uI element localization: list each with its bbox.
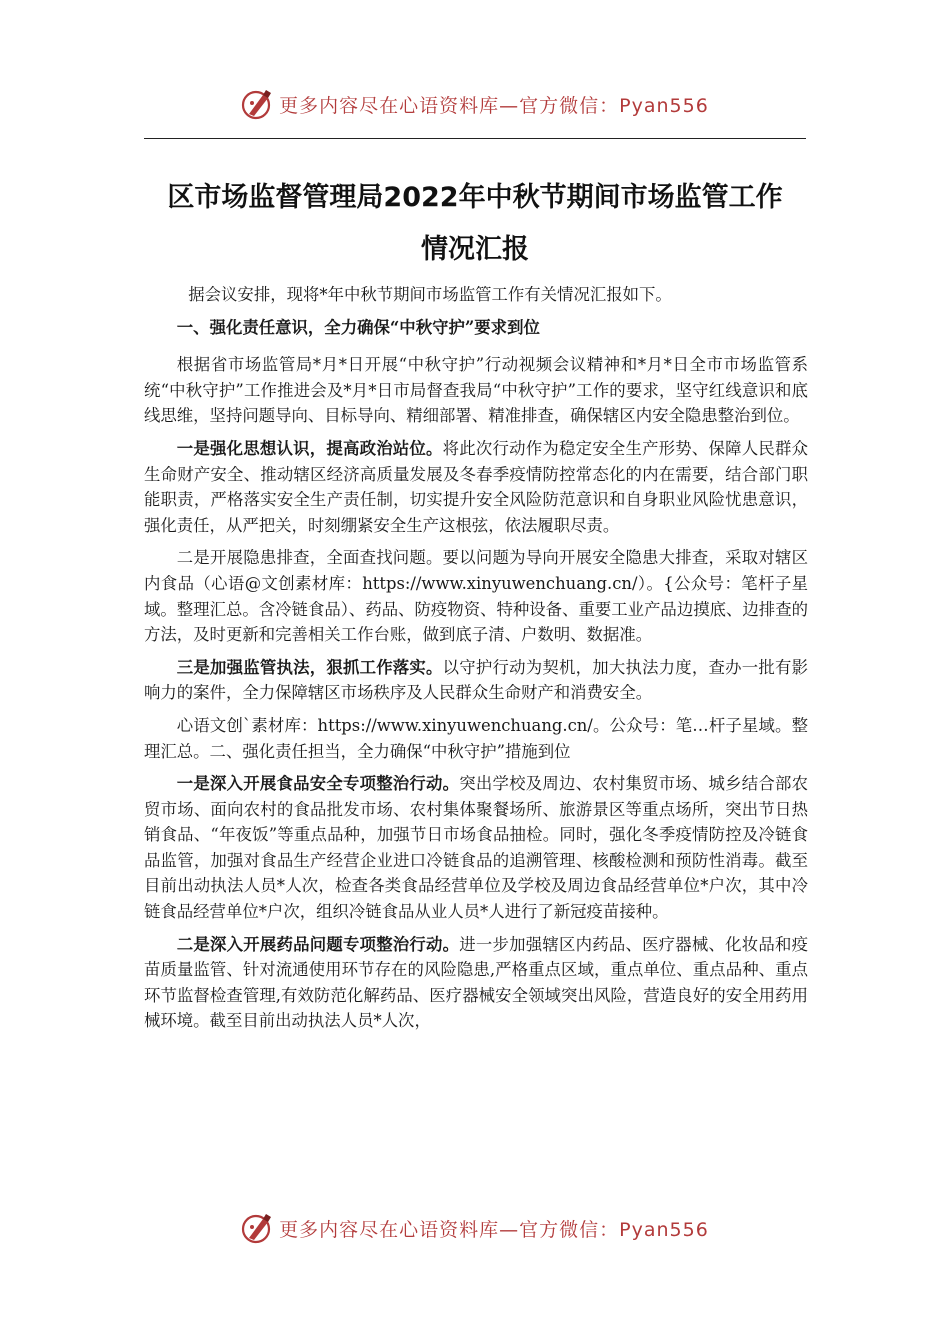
paragraph-hazard-inspection: 二是开展隐患排查，全面查找问题。要以问题为导向开展安全隐患大排查，采取对辖区内食品（心语@文创素材库：https://www.xinyuwenchuang.cn/）。{公众号：笔杆子星域。整理汇总。含冷链食品）、药品、防疫物资、特种设备、重要工业产品边摸底、边排查的方法，及时更新和完善相关工作台账，做到底子清、户数明、数据准。 bbox=[144, 548, 808, 645]
paragraph-strengthen-awareness bbox=[144, 436, 808, 538]
header-divider bbox=[144, 138, 806, 139]
paragraph-lead: 一是深入开展食品安全专项整治行动。 bbox=[176, 774, 460, 794]
pen-logo-icon bbox=[241, 1211, 275, 1245]
intro-paragraph: 据会议安排，现将*年中秋节期间市场监管工作有关情况汇报如下。 bbox=[188, 285, 672, 304]
paragraph-body: 突出学校及周边、农村集贸市场、城乡结合部农贸市场、面向农村的食品批发市场、农村集体聚餐场所、旅游景区等重点场所，突出节日热销食品、“年夜饭”等重点品种，加强节日市场食品抽检。同时，强化冬季疫情防控及冷链食品监管，加强对食品生产经营企业进口冷链食品的追溯管理、核酸检测和预防性消毒。截至目前出动执法人员*人次，检查各类食品经营单位及学校及周边食品经营单位*户次，其中冷链食品经营单位*户次，组织冷链食品从业人员*人进行了新冠疫苗接种。 bbox=[144, 774, 809, 922]
section-heading-1: 一、强化责任意识，全力确保“中秋守护”要求到位 bbox=[176, 317, 540, 337]
paragraph-drug-safety bbox=[144, 932, 808, 1034]
document-body bbox=[144, 282, 808, 1041]
paragraph-food-safety bbox=[144, 771, 808, 925]
paragraph-body: 将此次行动作为稳定安全生产形势、保障人民群众生命财产安全、推动辖区经济高质量发展及冬春季疫情防控常态化的内在需要，结合部门职能职责，严格落实安全生产责任制，切实提升安全风险防范意识和自身职业风险忧患意识，强化责任，从严把关，时刻绷紧安全生产这根弦，依法履职尽责。 bbox=[144, 438, 809, 535]
paragraph-lead: 一是强化思想认识，提高政治站位。 bbox=[176, 438, 443, 458]
pen-logo-icon bbox=[241, 87, 275, 121]
paragraph-body: 以守护行动为契机，加大执法力度，查办一批有影响力的案件，全力保障辖区市场秩序及人民群众生命财产和消费安全。 bbox=[144, 657, 809, 703]
document-title bbox=[120, 172, 830, 276]
section1-paragraph: 根据省市场监管局*月*日开展“中秋守护”行动视频会议精神和*月*日全市市场监管系统“中秋守护”工作推进会及*月*日市局督查我局“中秋守护”工作的要求，坚守红线意识和底线思维，坚持问题导向、目标导向、精细部署、精准排查，确保辖区内安全隐患整治到位。 bbox=[144, 355, 808, 426]
title-line-2: 情况汇报 bbox=[421, 234, 529, 265]
paragraph-body: 进一步加强辖区内药品、医疗器械、化妆品和疫苗质量监管、针对流通使用环节存在的风险隐患,严格重点区域，重点单位、重点品种、重点环节监督检查管理,有效防范化解药品、医疗器械安全领域突出风险，营造良好的安全用药用械环境。截至目前出动执法人员*人次， bbox=[144, 934, 809, 1031]
header-banner bbox=[0, 84, 950, 124]
banner-text: 更多内容尽在心语资料库—官方微信：Pyan556 bbox=[279, 94, 709, 117]
paragraph-watermark-section2: 心语文创`素材库：https://www.xinyuwenchuang.cn/。公众号：笔…杆子星域。整理汇总。二、强化责任担当，全力确保“中秋守护”措施到位 bbox=[144, 715, 808, 761]
paragraph-law-enforcement bbox=[144, 655, 808, 706]
footer-banner bbox=[0, 1208, 950, 1248]
banner-text: 更多内容尽在心语资料库—官方微信：Pyan556 bbox=[279, 1218, 709, 1241]
paragraph-lead: 三是加强监管执法，狠抓工作落实。 bbox=[176, 657, 443, 677]
paragraph-lead: 二是深入开展药品问题专项整治行动。 bbox=[176, 934, 460, 954]
title-line-1: 区市场监督管理局2022年中秋节期间市场监管工作 bbox=[167, 182, 783, 213]
